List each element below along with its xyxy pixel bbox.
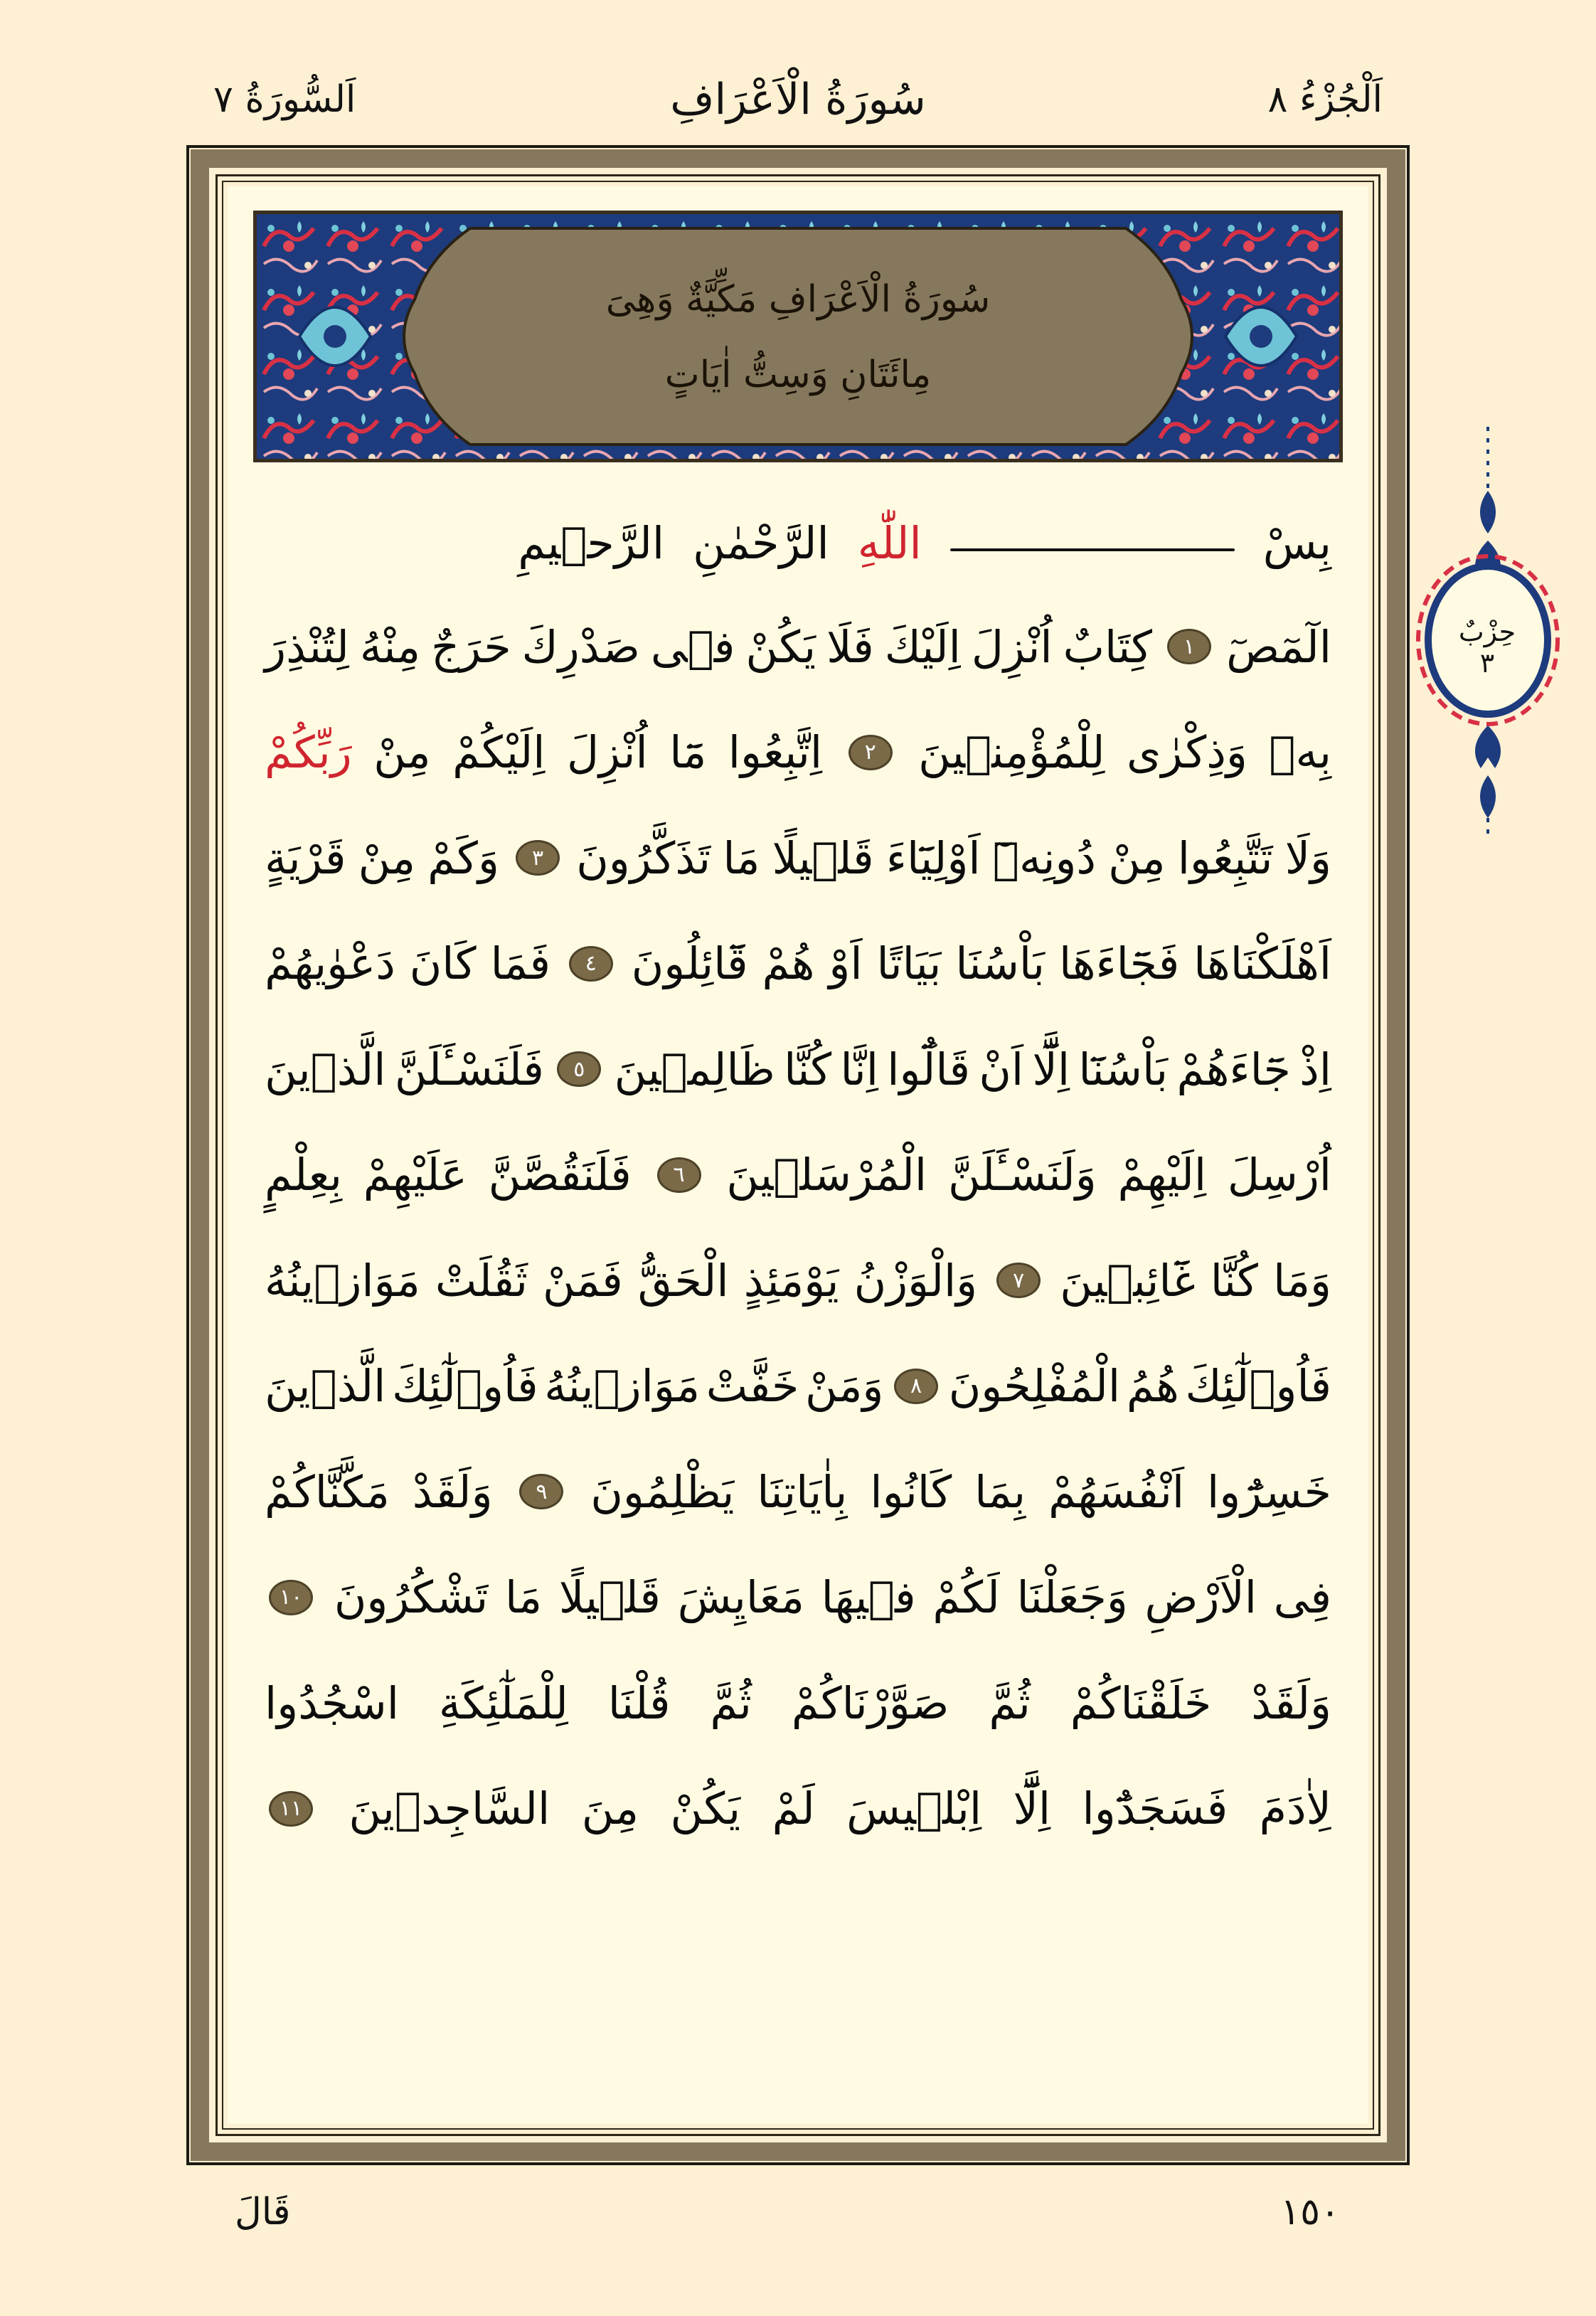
surah-title-panel	[253, 211, 1343, 462]
verse-word: لَكُمْ	[932, 1571, 1000, 1623]
verse-word: هُمْ	[762, 937, 815, 989]
verse-word: لِتُنْذِرَ	[265, 620, 349, 673]
verse-word: اِذْ	[1299, 1043, 1331, 1095]
verse-word: بِه۪	[1269, 726, 1331, 778]
verse-word: اسْجُدُوا	[265, 1677, 399, 1729]
surah-title-header: سُورَةُ الْاَعْرَافِ	[670, 75, 926, 124]
ayah-number-marker: ٣	[516, 840, 560, 876]
verse-word: فَمَا	[490, 937, 550, 989]
verse-word: وَلَقَدْ	[1251, 1677, 1331, 1729]
verse-word: قَالُٓوا	[887, 1043, 970, 1095]
verse-word: هُمُ	[1126, 1360, 1179, 1412]
verse-word: قَل۪يلًا	[772, 832, 874, 884]
verse-word: ف۪يهَا	[821, 1571, 916, 1623]
title-line-1: سُورَةُ الْاَعْرَافِ مَكِّيَّةٌ وَهِىَ	[605, 278, 991, 321]
surah-number-label: اَلسُّورَةُ ٧	[213, 78, 356, 121]
verse-word: غَٓائِب۪ينَ	[1060, 1254, 1196, 1307]
verse-line	[265, 1558, 1331, 1637]
verse-line	[265, 713, 1331, 792]
verse-word: فَاُو۬لٰٓئِكَ	[392, 1360, 538, 1412]
verse-word: مَا	[505, 1571, 543, 1623]
verse-word: بِمَا	[974, 1465, 1026, 1518]
basmala-bism: بِسْ	[1262, 516, 1331, 569]
verse-word: اَنْ	[979, 1043, 1024, 1095]
verse-word: مَوَاز۪ينُهُ	[544, 1360, 701, 1412]
verse-line	[265, 1347, 1331, 1425]
verse-word: اِلَيْكُمْ	[452, 726, 546, 778]
verse-word: اِلَيْكَ	[884, 620, 961, 673]
verse-word: صَوَّرْنَاكُمْ	[791, 1677, 949, 1729]
verse-word: السَّاجِد۪ينَ	[349, 1783, 550, 1834]
hizb-number: ٣	[1479, 647, 1495, 679]
basmala-rahman: الرَّحْمٰنِ	[693, 516, 829, 569]
verse-word: اِبْل۪يسَ	[846, 1783, 982, 1834]
verse-word: كَانُوا	[870, 1465, 952, 1518]
verse-word: مَا	[723, 832, 760, 884]
verse-word: مِنْ	[1108, 832, 1166, 884]
verse-word: وَالْوَزْنُ	[853, 1254, 978, 1307]
verse-word: اَنْفُسَهُمْ	[1048, 1465, 1185, 1518]
verse-word: كُنَّا	[784, 1043, 832, 1095]
verse-word: فِى	[1273, 1571, 1331, 1623]
ayah-number-marker: ٨	[894, 1369, 938, 1404]
verse-word: لِاٰدَمَ	[1259, 1783, 1331, 1834]
verse-word: الْحَقُّ	[637, 1254, 729, 1307]
basmala-line	[265, 504, 1331, 582]
verse-word: اِنَّا	[840, 1043, 878, 1095]
title-ornament-svg	[257, 214, 1339, 459]
verse-line	[265, 819, 1331, 897]
basmala-stroke	[950, 548, 1235, 551]
ayah-number-marker: ٢	[848, 735, 893, 770]
verse-word: ظَالِم۪ينَ	[614, 1043, 775, 1095]
verse-word: يَظْلِمُونَ	[590, 1465, 735, 1518]
verse-word: مَعَايِشَ	[677, 1571, 804, 1623]
verse-word: بِاٰيَاتِنَا	[757, 1465, 848, 1518]
verse-word: يَكُنْ	[745, 620, 816, 673]
verse-word: الْمُفْلِحُونَ	[948, 1360, 1121, 1412]
verse-word: بَاْسُنَٓا	[1078, 1043, 1169, 1095]
verse-word: فَجَٓاءَهَا	[1058, 937, 1180, 989]
verse-word: مِنْ	[358, 832, 416, 884]
juz-label: اَلْجُزْءُ ٨	[1267, 78, 1383, 121]
verse-word: تَذَكَّرُونَ	[576, 832, 711, 884]
verse-word: فَمَنْ	[543, 1254, 623, 1307]
verse-word: ثَقُلَتْ	[435, 1254, 528, 1307]
ayah-number-marker: ٤	[569, 946, 613, 982]
verse-word: الَّذ۪ينَ	[265, 1360, 386, 1412]
verse-word: فَسَجَدُٓوا	[1082, 1783, 1228, 1834]
verse-word: حَرَجٌ	[431, 620, 511, 673]
verse-word: الْاَرْضِ	[1144, 1571, 1257, 1623]
verse-word: ثُمَّ	[710, 1677, 752, 1729]
verse-word: وَلَقَدْ	[412, 1465, 493, 1518]
verse-word: الَّذ۪ينَ	[265, 1043, 386, 1095]
verse-word: جَٓاءَهُمْ	[1176, 1043, 1291, 1095]
verse-word: الْمُرْسَل۪ينَ	[726, 1149, 927, 1201]
basmala-rahim: الرَّح۪يمِ	[518, 516, 665, 569]
verse-word: اِلَّٓا	[1013, 1783, 1051, 1834]
verse-word: خَسِرُٓوا	[1206, 1465, 1331, 1518]
verse-word: مِنْهُ	[359, 620, 421, 673]
verse-word: قَل۪يلًا	[558, 1571, 661, 1623]
verse-word: ثُمَّ	[989, 1677, 1031, 1729]
verse-word: دَعْوٰيهُمْ	[265, 937, 395, 989]
ayah-number-marker: ٥	[557, 1051, 601, 1087]
verse-line	[265, 1664, 1331, 1742]
verse-line	[265, 1770, 1331, 1848]
verse-word: خَلَقْنَاكُمْ	[1070, 1677, 1212, 1729]
ayah-number-marker: ٩	[519, 1474, 563, 1509]
verse-word: ف۪ى	[650, 620, 735, 673]
verse-word: فَلَنَقُصَّنَّ	[488, 1149, 632, 1201]
verse-word: قَٓائِلُونَ	[631, 937, 748, 989]
verse-word: يَوْمَئِذٍ	[743, 1254, 839, 1307]
verse-word: اِلَيْهِمْ	[1117, 1149, 1207, 1201]
hizb-marker	[1434, 616, 1541, 679]
verse-word: بَاْسُنَا	[955, 937, 1046, 989]
verse-word: فَلَا	[826, 620, 874, 673]
verse-word: مَٓا	[669, 726, 707, 778]
verse-word: مَكَّنَّاكُمْ	[265, 1465, 390, 1518]
verse-word: كِتَابٌ	[1063, 620, 1153, 673]
verse-word: لِلْمُؤْمِن۪ينَ	[918, 726, 1105, 778]
verse-word: يَكُنْ	[670, 1783, 741, 1834]
ayah-number-marker: ٦	[657, 1157, 701, 1193]
verse-word: لِلْمَلٰٓئِكَةِ	[438, 1677, 568, 1729]
ayah-number-marker: ١١	[269, 1791, 313, 1827]
ayah-number-marker: ٧	[996, 1263, 1041, 1298]
verse-word: مِنَ	[581, 1783, 639, 1834]
verse-word: فَلَنَسْـَٔلَنَّ	[394, 1043, 544, 1095]
verse-word: تَتَّبِعُوا	[1177, 832, 1273, 884]
verse-word: اَوْ	[829, 937, 863, 989]
verse-word: وَلَنَسْـَٔلَنَّ	[947, 1149, 1097, 1201]
verse-word: الٓمٓصٓ	[1226, 620, 1331, 673]
catchword: قَالَ	[235, 2191, 291, 2233]
verse-word: اُنْزِلَ	[971, 620, 1053, 673]
verse-line	[265, 1241, 1331, 1319]
verse-word: وَجَعَلْنَا	[1016, 1571, 1128, 1623]
ayah-number-marker: ١٠	[269, 1580, 313, 1615]
verse-word: اَهْلَكْنَاهَا	[1193, 937, 1331, 989]
basmala-allah: اللّٰهِ	[857, 516, 922, 569]
verse-word: اَوْلِيَٓاءَ	[885, 832, 981, 884]
verse-word: وَمَنْ	[805, 1360, 884, 1412]
title-line-2: مِائَتَانِ وَسِتُّ اٰيَاتٍ	[664, 354, 932, 396]
verse-word: صَدْرِكَ	[521, 620, 640, 673]
page-number: ١٥٠	[1280, 2191, 1340, 2233]
verse-word: اِلَّٓا	[1032, 1043, 1070, 1095]
verse-word: وَلَا	[1284, 832, 1331, 884]
verse-word: مَوَاز۪ينُهُ	[265, 1254, 420, 1307]
verse-word: بَيَاتًا	[876, 937, 942, 989]
verse-word: قَرْيَةٍ	[265, 832, 346, 884]
verse-line	[265, 1136, 1331, 1214]
verse-word: اِتَّبِعُوا	[728, 726, 823, 778]
verse-word: دُونِه۪ٓ	[992, 832, 1097, 884]
verse-word: مِنْ	[373, 726, 431, 778]
verse-word: اُنْزِلَ	[566, 726, 648, 778]
verse-word: لَمْ	[772, 1783, 815, 1834]
verse-word: وَذِكْرٰى	[1126, 726, 1247, 778]
verse-word-highlight: رَبِّكُمْ	[265, 726, 352, 778]
verse-word: بِعِلْمٍ	[265, 1149, 342, 1201]
ayah-number-marker: ١	[1167, 629, 1211, 664]
verse-word: اُرْسِلَ	[1227, 1149, 1331, 1201]
verse-line	[265, 1030, 1331, 1108]
verse-word: خَفَّتْ	[706, 1360, 799, 1412]
verse-word: وَكَمْ	[427, 832, 499, 884]
verse-line	[265, 1452, 1331, 1531]
title-cartouche	[404, 228, 1192, 445]
verse-word: تَشْكُرُونَ	[334, 1571, 489, 1623]
verse-word: كَانَ	[409, 937, 477, 989]
verse-word: قُلْنَا	[607, 1677, 671, 1729]
verse-word: كُنَّا	[1210, 1254, 1258, 1307]
verse-line	[265, 925, 1331, 1003]
verse-word: عَلَيْهِمْ	[363, 1149, 467, 1201]
verse-line	[265, 607, 1331, 686]
verse-word: وَمَا	[1272, 1254, 1331, 1307]
verse-word: فَاُو۬لٰٓئِكَ	[1185, 1360, 1331, 1412]
hizb-label: حِزْبٌ	[1458, 616, 1516, 647]
